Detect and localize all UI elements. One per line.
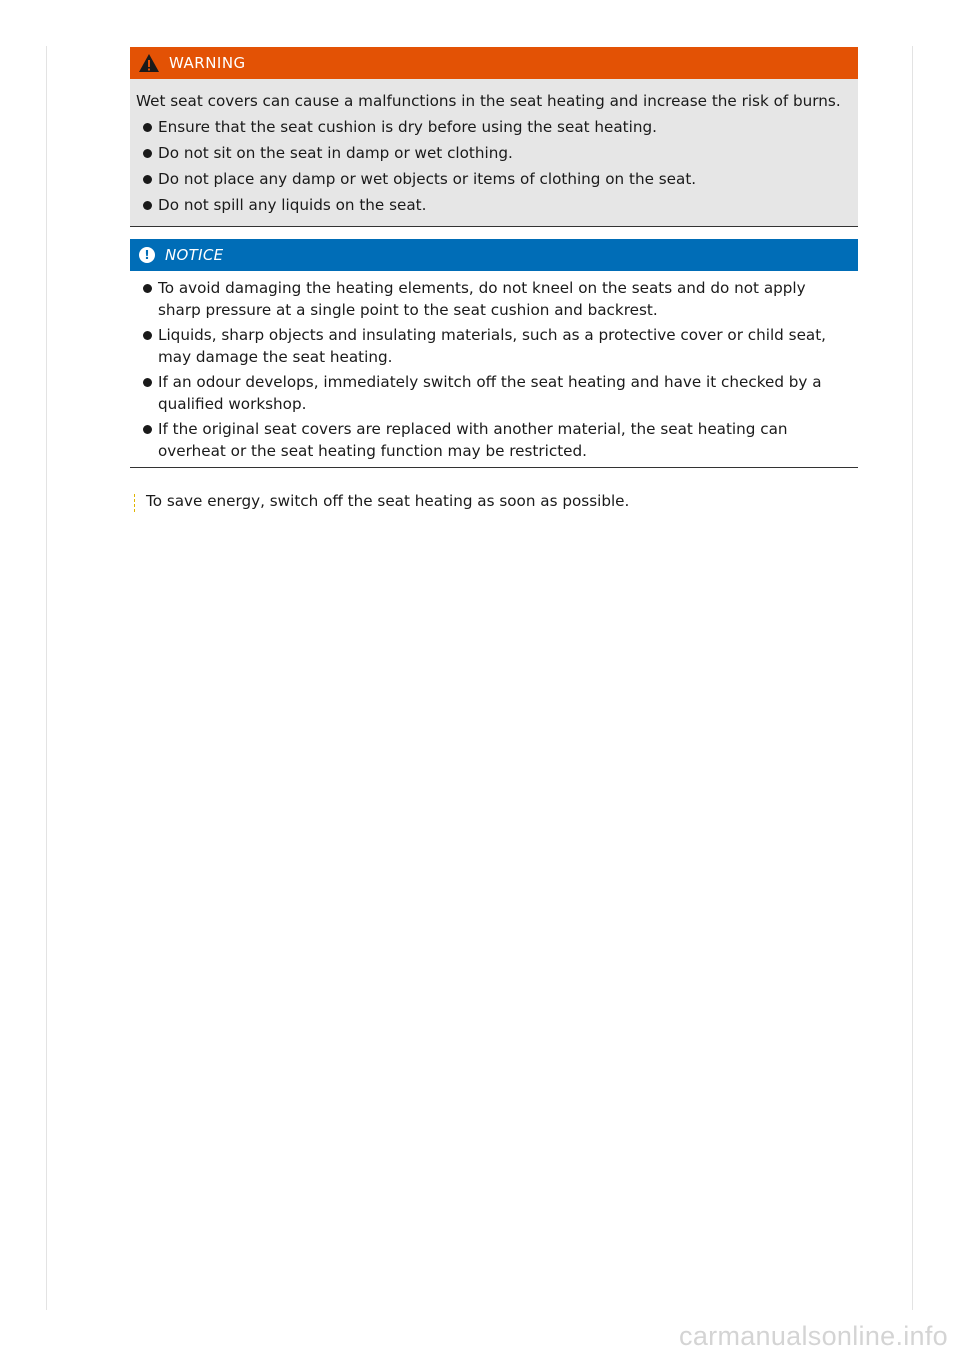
list-item: If an odour develops, immediately switch off the seat heating and have it checked by a qualified workshop. [136, 371, 852, 415]
list-item: To avoid damaging the heating elements, do not kneel on the seats and do not apply sharp pressure at a single point to the seat cushion and backrest. [136, 277, 852, 321]
list-item: If the original seat covers are replaced with another material, the seat heating can overheat or the seat heating function may be restricted. [136, 418, 852, 462]
warning-title: WARNING [169, 54, 246, 72]
warning-intro: Wet seat covers can cause a malfunctions in the seat heating and increase the risk of burns. [136, 92, 841, 110]
list-item: Do not place any damp or wet objects or items of clothing on the seat. [136, 166, 852, 192]
warning-triangle-icon [138, 53, 160, 73]
watermark: carmanualsonline.info [679, 1321, 948, 1351]
tip-text: To save energy, switch off the seat heating as soon as possible. [146, 492, 630, 510]
warning-list [136, 114, 852, 218]
warning-box [130, 47, 858, 227]
left-margin-line [46, 46, 47, 1310]
notice-list [136, 277, 852, 462]
list-item: Liquids, sharp objects and insulating materials, such as a protective cover or child seat, may damage the seat heating. [136, 324, 852, 368]
tip-marker-icon [134, 494, 135, 512]
notice-title: NOTICE [165, 246, 224, 264]
warning-body [130, 79, 858, 227]
list-item: Ensure that the seat cushion is dry before using the seat heating. [136, 114, 852, 140]
warning-header [130, 47, 858, 79]
right-margin-line [912, 46, 913, 1310]
notice-box [130, 239, 858, 468]
list-item: Do not sit on the seat in damp or wet clothing. [136, 140, 852, 166]
list-item: Do not spill any liquids on the seat. [136, 192, 852, 218]
notice-header [130, 239, 858, 271]
notice-body [130, 271, 858, 468]
tip-note [130, 490, 858, 512]
exclamation-circle-icon: ! [139, 247, 155, 263]
page-content [130, 47, 858, 512]
